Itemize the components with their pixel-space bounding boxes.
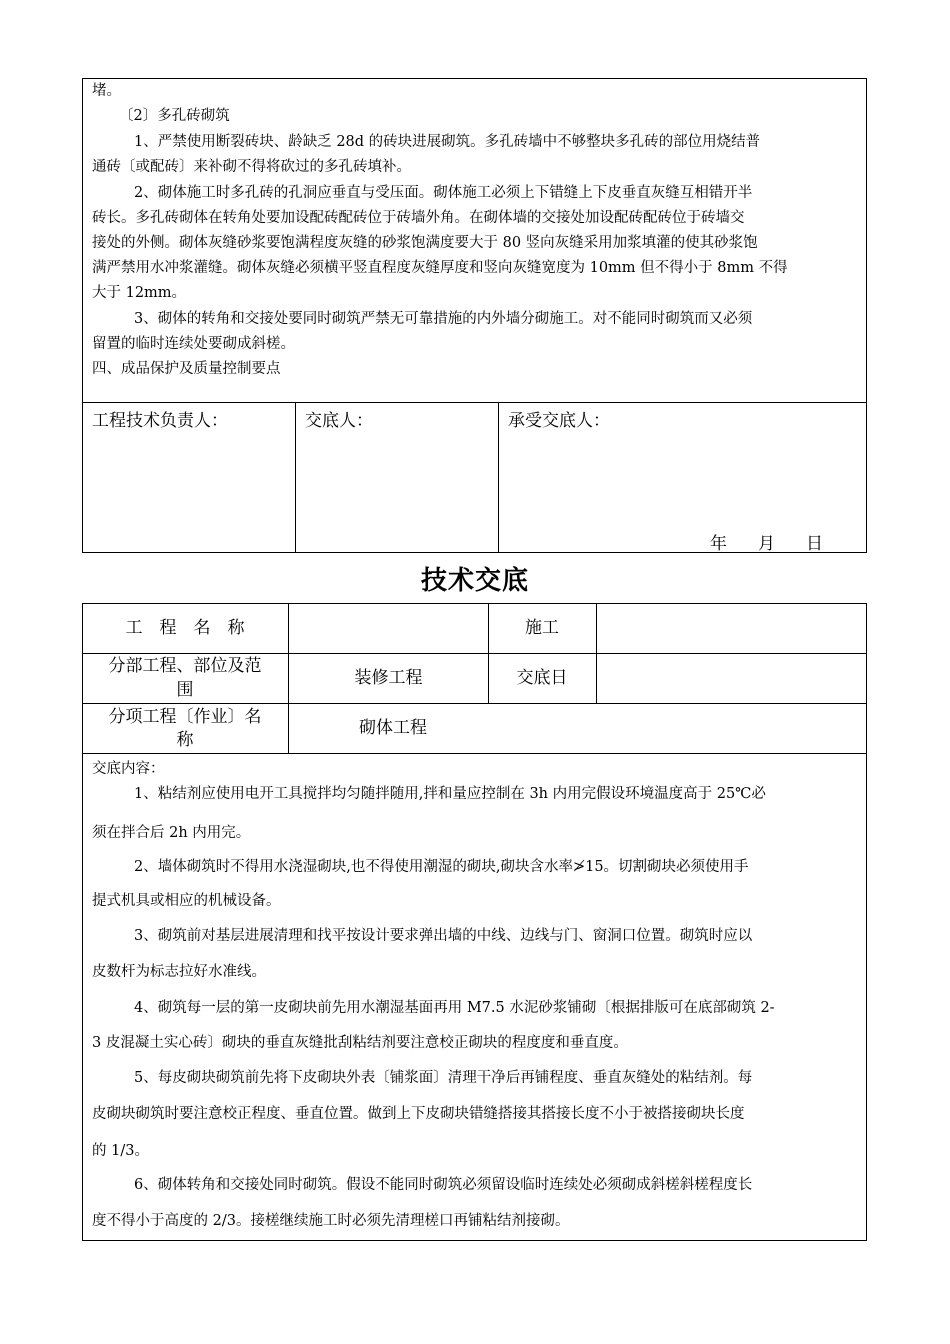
receiver-label: 承受交底人：: [508, 411, 610, 431]
content-line-3: 2、墙体砌筑时不得用水浇湿砌块,也不得使用潮湿的砌块,砌块含水率≯15。切割砌块必须使用手: [134, 859, 749, 875]
top-line-11: 留置的临时连续处要砌成斜槎。: [92, 336, 295, 352]
content-line-13: 度不得小于高度的 2/3。接槎继续施工时必须先清理槎口再铺粘结剂接砌。: [92, 1213, 570, 1229]
signature-divider: [82, 402, 867, 403]
date-year: 年: [710, 534, 727, 554]
project-name-label: 工 程 名 称: [125, 618, 245, 638]
content-line-5: 3、砌筑前对基层进展清理和找平按设计要求弹出墙的中线、边线与门、窗洞口位置。砌筑时应以: [134, 928, 753, 944]
content-line-11: 的 1/3。: [92, 1143, 149, 1159]
content-line-7: 4、砌筑每一层的第一皮砌块前先用水潮湿基面再用 M7.5 水泥砂浆铺砌〔根据排版可在底部砌筑 2-: [134, 1000, 775, 1016]
top-line-5: 2、砌体施工时多孔砖的孔洞应垂直与受压面。砌体施工必须上下错缝上下皮垂直灰缝互相错开半: [134, 185, 753, 201]
content-line-8: 3 皮混凝土实心砖〕砌块的垂直灰缝批刮粘结剂要注意校正砌块的程度度和垂直度。: [92, 1035, 628, 1051]
top-line-10: 3、砌体的转角和交接处要同时砌筑严禁无可靠措施的内外墙分砌施工。对不能同时砌筑而又必须: [134, 311, 753, 327]
top-line-8: 满严禁用水冲浆灌缝。砌体灰缝必须横平竖直程度灰缝厚度和竖向灰缝宽度为 10mm 但不得小于 8mm 不得: [92, 260, 788, 276]
col-divider-3: [596, 603, 597, 703]
content-line-12: 6、砌体转角和交接处同时砌筑。假设不能同时砌筑必须留设临时连续处必须砌成斜槎斜槎程度长: [134, 1177, 753, 1193]
content-line-2: 须在拌合后 2h 内用完。: [92, 825, 251, 841]
top-line-4: 通砖〔或配砖〕来补砌不得将砍过的多孔砖填补。: [92, 159, 411, 175]
signature-col-divider-2: [498, 402, 499, 553]
tech-lead-label: 工程技术负责人：: [92, 411, 228, 431]
row-divider-1: [82, 653, 867, 654]
division-label-line-1: 分部工程、部位及范: [108, 656, 262, 676]
content-line-9: 5、每皮砌块砌筑前先将下皮砌块外表〔铺浆面〕清理干净后再铺程度、垂直灰缝处的粘结剂。每: [134, 1070, 753, 1086]
top-line-7: 接处的外侧。砌体灰缝砂浆要饱满程度灰缝的砂浆饱满度要大于 80 竖向灰缝采用加浆填灌的使其砂浆饱: [92, 235, 758, 251]
item-value: 砌体工程: [359, 718, 427, 738]
signature-col-divider-1: [295, 402, 296, 553]
row-divider-3: [82, 753, 867, 754]
division-label-line-2: 围: [176, 680, 194, 700]
item-label-line-1: 分项工程〔作业〕名: [108, 707, 262, 727]
top-line-9: 大于 12mm。: [92, 285, 187, 301]
content-line-1: 1、粘结剂应使用电开工具搅拌均匀随拌随用,拌和量应控制在 3h 内用完假设环境温度高于 25℃必: [134, 786, 766, 802]
top-line-1: 堵。: [92, 83, 121, 99]
content-line-6: 皮数杆为标志拉好水准线。: [92, 964, 266, 980]
discloser-label: 交底人：: [305, 411, 373, 431]
top-line-6: 砖长。多孔砖砌体在转角处要加设配砖配砖位于砖墙外角。在砌体墙的交接处加设配砖配砖位于砖墙交: [92, 210, 745, 226]
item-label-line-2: 称: [176, 730, 194, 750]
division-value: 装修工程: [354, 668, 423, 688]
construction-label: 施工: [525, 618, 559, 638]
top-line-2: 〔2〕多孔砖砌筑: [119, 108, 230, 124]
content-heading: 交底内容：: [92, 761, 165, 777]
content-line-4: 提式机具或相应的机械设备。: [92, 893, 281, 909]
page-title: 技术交底: [420, 566, 529, 596]
date-day: 日: [806, 534, 823, 554]
row-divider-2: [82, 703, 867, 704]
date-month: 月: [758, 534, 775, 554]
content-line-10: 皮砌块砌筑时要注意校正程度、垂直位置。做到上下皮砌块错缝搭接其搭接长度不小于被搭接砌块长度: [92, 1106, 745, 1122]
date-label: 交底日: [516, 668, 568, 688]
top-line-12: 四、成品保护及质量控制要点: [92, 361, 281, 377]
top-line-3: 1、严禁使用断裂砖块、龄缺乏 28d 的砖块进展砌筑。多孔砖墙中不够整块多孔砖的部位用烧结普: [134, 134, 761, 150]
